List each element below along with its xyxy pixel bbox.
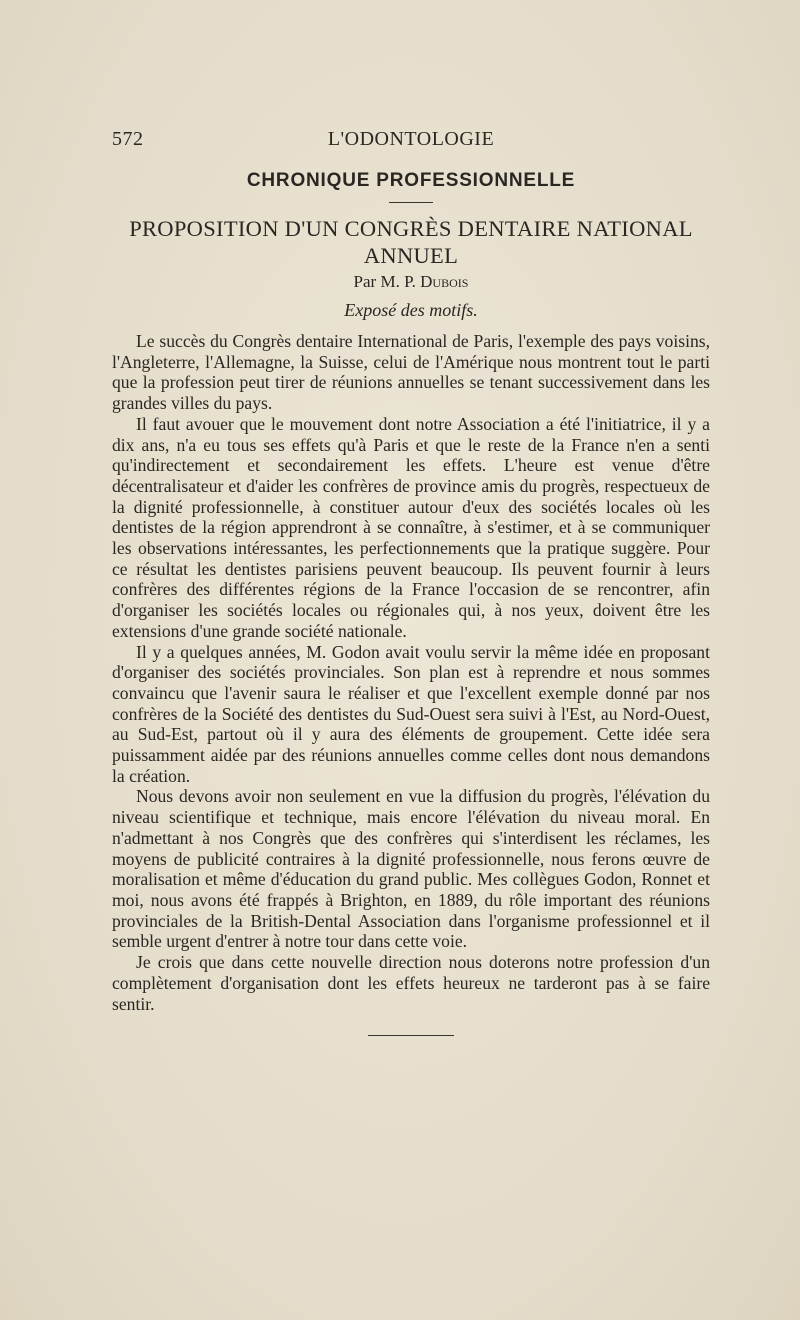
paragraph-5: Je crois que dans cette nouvelle direction nous doterons notre profession d'un complètement d'organisation dont les effets heureux ne tarderont pas à se faire sentir. [112, 952, 710, 1014]
journal-title: L'ODONTOLOGIE [327, 128, 495, 150]
paragraph-2: Il faut avouer que le mouvement dont notre Association a été l'initiatrice, il y a dix ans, n'a eu tous ses effets qu'à Paris et que le reste de la France n'en a senti qu'indirectement et secondairement les effets. L'heure est venue d'être décentralisateur et d'aider les confrères de province amis du progrès, respectueux de la dignité professionnelle, à constituer autour d'eux des sociétés locales où les dentistes de la région apprendront à se connaître, à s'estimer, et à se communiquer les observations intéressantes, les perfectionnements que la pratique suggère. Pour ce résultat les dentistes parisiens peuvent beaucoup. Ils peuvent fournir à leurs confrères des différentes régions de la France l'occasion de se rencontrer, afin d'organiser les sociétés locales ou régionales qui, à nos yeux, doivent être les extensions d'une grande société nationale. [112, 413, 710, 641]
document-page [112, 118, 710, 1036]
section-divider [389, 202, 433, 203]
running-header [112, 118, 710, 158]
article-body [112, 331, 710, 1014]
byline-prefix: Par M. P. [353, 272, 416, 291]
byline [112, 272, 710, 292]
section-title: CHRONIQUE PROFESSIONNELLE [246, 170, 576, 191]
article-title: PROPOSITION D'UN CONGRÈS DENTAIRE NATIONAL ANNUEL [129, 216, 693, 268]
paragraph-4: Nous devons avoir non seulement en vue la diffusion du progrès, l'élévation du niveau scientifique et technique, mais encore l'élévation du niveau moral. En n'admettant à nos Congrès que des confrères qui s'interdisent les réclames, les moyens de publicité contraires à la dignité professionnelle, nous ferons œuvre de moralisation et même d'éducation du grand public. Mes collègues Godon, Ronnet et moi, nous avons été frappés à Brighton, en 1889, du rôle important des réunions provinciales de la British-Dental Association dans l'organisme professionnel et il semble urgent d'entrer à notre tour dans cette voie. [112, 786, 710, 952]
end-rule [368, 1035, 454, 1036]
page-number: 572 [112, 128, 144, 150]
paragraph-1: Le succès du Congrès dentaire International de Paris, l'exemple des pays voisins, l'Angleterre, l'Allemagne, la Suisse, celui de l'Amérique nous montrent tout le parti que la profession peut tirer de réunions annuelles se tenant successivement dans les grandes villes du pays. [112, 331, 710, 414]
byline-author: Dubois [420, 272, 469, 291]
article-subtitle: Exposé des motifs. [344, 300, 478, 320]
paragraph-3: Il y a quelques années, M. Godon avait voulu servir la même idée en proposant d'organiser des sociétés provinciales. Son plan est à reprendre et nous sommes convaincu que l'avenir saura le réaliser et que l'excellent exemple donné par nos confrères de la Société des dentistes du Sud-Ouest sera suivi à l'Est, au Nord-Ouest, au Sud-Est, partout où il y aura des éléments de groupement. Cette idée sera puissamment aidée par des réunions annuelles comme celles dont nous demandons la création. [112, 641, 710, 786]
